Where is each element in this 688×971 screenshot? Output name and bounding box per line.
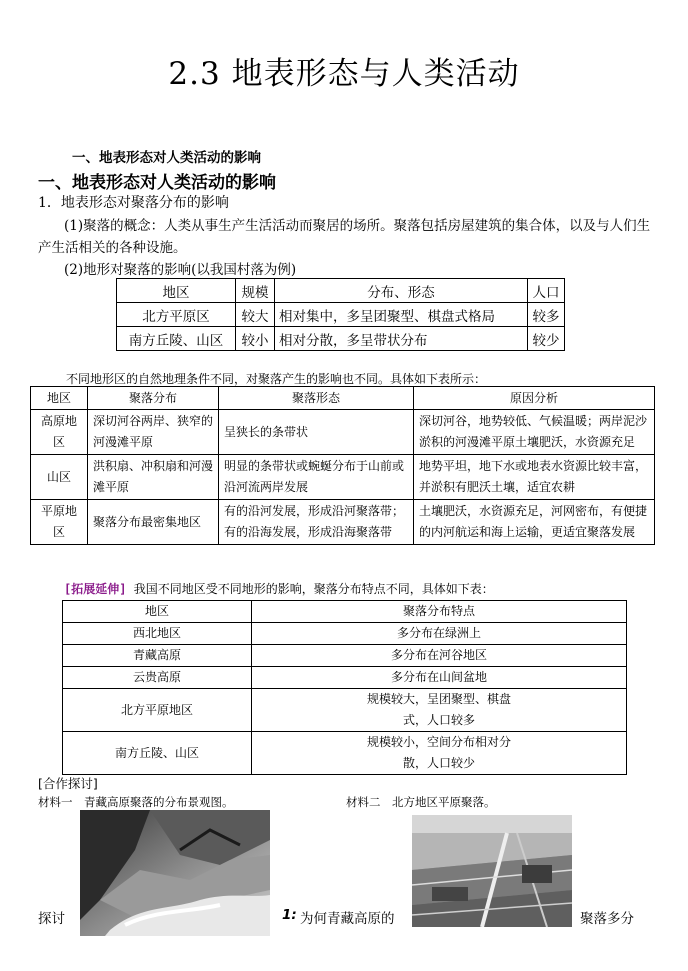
table-cell: 云贵高原 [63, 667, 252, 689]
table-header-cell: 聚落分布特点 [252, 601, 627, 623]
table-header-cell: 地区 [117, 279, 236, 303]
table-cell: 较大 [236, 303, 275, 327]
table-row [117, 327, 565, 351]
section-heading: 一、地表形态对人类活动的影响 [38, 173, 276, 193]
table-cell: 较少 [528, 327, 565, 351]
table-header-cell: 地区 [31, 387, 88, 410]
table-row [31, 500, 655, 545]
table-header-cell: 原因分析 [414, 387, 655, 410]
extension-text: 我国不同地区受不同地形的影响，聚落分布特点不同，具体如下表： [133, 582, 494, 596]
table-cell: 北方平原地区 [63, 689, 252, 732]
table-cell: 多分布在绿洲上 [252, 623, 627, 645]
terrain-influence-heading: (2)地形对聚落的影响(以我国村落为例) [64, 262, 297, 278]
table-cell: 北方平原区 [117, 303, 236, 327]
table-cell: 南方丘陵、山区 [117, 327, 236, 351]
table-row [63, 645, 627, 667]
table-cell: 聚落分布最密集地区 [88, 500, 219, 545]
table-cell: 平原地区 [31, 500, 88, 545]
table-row [31, 410, 655, 455]
table-row [63, 732, 627, 775]
table-cell: 青藏高原 [63, 645, 252, 667]
table-cell: 有的沿河发展，形成沿河聚落带；有的沿海发展，形成沿海聚落带 [219, 500, 414, 545]
table-cell: 深切河谷两岸、狭窄的河漫滩平原 [88, 410, 219, 455]
table-header-row [63, 601, 627, 623]
discussion-question-end: 聚落多分 [580, 911, 634, 927]
table-header-row [31, 387, 655, 410]
table-cell: 地势平坦，地下水或地表水资源比较丰富，并淤积有肥沃土壤，适宜农耕 [414, 455, 655, 500]
discussion-question-start: 为何青藏高原的 [300, 911, 395, 927]
page-title: 2.3 地表形态与人类活动 [168, 56, 520, 92]
table-row [63, 667, 627, 689]
table-row [63, 623, 627, 645]
extension-note [64, 580, 494, 597]
table-cell: 南方丘陵、山区 [63, 732, 252, 775]
material-one-caption: 材料一 青藏高原聚落的分布景观图。 [38, 795, 234, 809]
regional-settlement-table [62, 600, 627, 775]
terrain-settlement-table [30, 386, 655, 545]
subsection-heading: 1．地表形态对聚落分布的影响 [38, 195, 229, 211]
discussion-label: 探讨 [38, 911, 65, 927]
table-cell: 规模较大，呈团聚型、棋盘式，人口较多 [252, 689, 627, 732]
table-cell: 呈狭长的条带状 [219, 410, 414, 455]
table-cell: 相对集中，多呈团聚型、棋盘式格局 [275, 303, 528, 327]
table-cell: 较多 [528, 303, 565, 327]
table-cell: 土壤肥沃，水资源充足，河网密布，有便捷的内河航运和海上运输，更适宜聚落发展 [414, 500, 655, 545]
plain-settlement-photo [412, 815, 572, 927]
discussion-number: 1: [282, 907, 297, 923]
table-row [31, 455, 655, 500]
table-header-cell: 分布、形态 [275, 279, 528, 303]
table-cell: 规模较小，空间分布相对分散，人口较少 [252, 732, 627, 775]
table-cell: 深切河谷，地势较低、气候温暖；两岸泥沙淤积的河漫滩平原土壤肥沃，水资源充足 [414, 410, 655, 455]
terrain-table-intro: 不同地形区的自然地理条件不同，对聚落产生的影响也不同。具体如下表所示： [66, 372, 487, 386]
table-header-cell: 规模 [236, 279, 275, 303]
plateau-valley-photo [80, 810, 270, 936]
table-cell: 多分布在山间盆地 [252, 667, 627, 689]
village-comparison-table [116, 278, 565, 351]
cooperation-heading: [合作探讨] [38, 776, 98, 791]
table-cell: 西北地区 [63, 623, 252, 645]
table-header-cell: 聚落分布 [88, 387, 219, 410]
table-header-cell: 人口 [528, 279, 565, 303]
material-two-caption: 材料二 北方地区平原聚落。 [346, 795, 496, 809]
table-cell: 高原地区 [31, 410, 88, 455]
table-header-cell: 地区 [63, 601, 252, 623]
table-cell: 明显的条带状或蜿蜒分布于山前或沿河流两岸发展 [219, 455, 414, 500]
table-cell: 洪积扇、冲积扇和河漫滩平原 [88, 455, 219, 500]
section-heading-small: 一、地表形态对人类活动的影响 [72, 150, 261, 166]
table-row [63, 689, 627, 732]
table-cell: 多分布在河谷地区 [252, 645, 627, 667]
extension-tag: [拓展延伸] [64, 582, 127, 596]
table-header-row [117, 279, 565, 303]
table-cell: 较小 [236, 327, 275, 351]
table-header-cell: 聚落形态 [219, 387, 414, 410]
table-row [117, 303, 565, 327]
settlement-definition-paragraph: (1)聚落的概念：人类从事生产生活活动而聚居的场所。聚落包括房屋建筑的集合体，以及与人们生产生活相关的各种设施。 [38, 218, 651, 256]
table-cell: 相对分散，多呈带状分布 [275, 327, 528, 351]
table-cell: 山区 [31, 455, 88, 500]
